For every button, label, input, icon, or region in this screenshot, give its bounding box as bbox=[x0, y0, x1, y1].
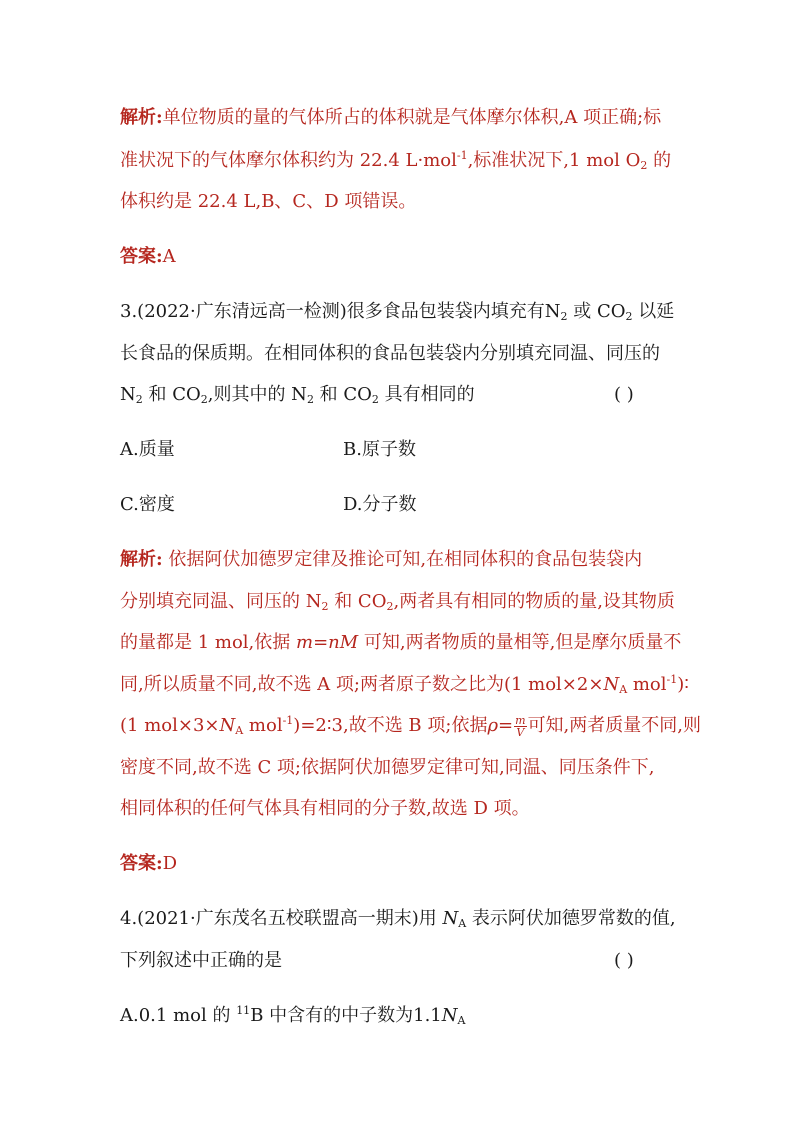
answer-value: A bbox=[162, 246, 176, 267]
avogadro-symbol: N bbox=[603, 674, 620, 695]
question-text: 具有相同的 bbox=[378, 384, 475, 405]
analysis-2-line-3 bbox=[120, 631, 681, 655]
question-text: 表示阿伏加德罗常数的值, bbox=[466, 908, 676, 929]
analysis-text: mol bbox=[627, 674, 667, 695]
analysis-2-line-7 bbox=[120, 797, 530, 821]
analysis-text: ,标准状况下,1 mol O bbox=[467, 150, 641, 171]
option-d: D.分子数 bbox=[343, 494, 417, 515]
question-3-line-2 bbox=[120, 342, 660, 366]
fraction bbox=[514, 715, 526, 738]
question-text: 4.(2021·广东茂名五校联盟高一期末)用 bbox=[120, 908, 443, 929]
option-text: A.0.1 mol 的 bbox=[120, 1005, 237, 1026]
question-text: ,则其中的 N bbox=[207, 384, 307, 405]
analysis-text: 的 bbox=[647, 150, 672, 171]
question-text: 长食品的保质期。在相同体积的食品包装袋内分别填充同温、同压的 bbox=[120, 343, 660, 364]
fraction-numerator: m bbox=[515, 713, 526, 727]
question-3-line-3 bbox=[120, 383, 680, 407]
analysis-text: 密度不同,故不选 C 项;依据阿伏加德罗定律可知,同温、同压条件下, bbox=[120, 757, 655, 778]
analysis-2-line-1 bbox=[120, 548, 642, 572]
superscript: 11 bbox=[236, 1004, 251, 1017]
analysis-label: 解析: bbox=[120, 107, 163, 128]
question-4-line-1 bbox=[120, 907, 676, 931]
question-text: 或 CO bbox=[567, 301, 626, 322]
analysis-text: 和 CO bbox=[328, 591, 387, 612]
analysis-text: 单位物质的量的气体所占的体积就是气体摩尔体积,A 项正确;标 bbox=[162, 107, 662, 128]
option-c: C.密度 bbox=[120, 494, 175, 515]
analysis-text: 准状况下的气体摩尔体积约为 22.4 L·mol bbox=[120, 150, 457, 171]
analysis-text: 可知,两者质量不同,则 bbox=[527, 715, 702, 736]
question-4-line-2 bbox=[120, 949, 282, 973]
superscript: -1 bbox=[282, 714, 294, 727]
question-text: 以延 bbox=[632, 301, 675, 322]
superscript: -1 bbox=[456, 149, 468, 162]
analysis-text: 分别填充同温、同压的 N bbox=[120, 591, 322, 612]
subscript: A bbox=[619, 683, 628, 696]
answer-2 bbox=[120, 852, 177, 876]
question-text: N bbox=[120, 384, 136, 405]
question-text: 下列叙述中正确的是 bbox=[120, 950, 282, 971]
question-text: 3.(2022·广东清远高一检测)很多食品包装袋内填充有N bbox=[120, 301, 561, 322]
option-b: B.原子数 bbox=[343, 439, 416, 460]
subscript: 2 bbox=[321, 600, 329, 613]
subscript: 2 bbox=[386, 600, 394, 613]
analysis-text: 体积约是 22.4 L,B、C、D 项错误。 bbox=[120, 191, 417, 212]
analysis-text: 可知,两者物质的量相等,但是摩尔质量不 bbox=[358, 632, 682, 653]
analysis-2-line-4 bbox=[120, 673, 689, 697]
analysis-2-line-6 bbox=[120, 756, 654, 780]
subscript: A bbox=[457, 1014, 466, 1027]
subscript: A bbox=[458, 917, 467, 930]
analysis-text: 的量都是 1 mol,依据 bbox=[120, 632, 297, 653]
analysis-2-line-5 bbox=[120, 714, 701, 738]
option-text: B 中含有的中子数为1.1 bbox=[250, 1005, 442, 1026]
subscript: A bbox=[235, 724, 244, 737]
density-formula: ρ= bbox=[487, 715, 514, 736]
subscript: 2 bbox=[306, 393, 314, 406]
answer-label: 答案: bbox=[120, 246, 163, 267]
analysis-1-line-1 bbox=[120, 106, 661, 130]
analysis-1-line-2 bbox=[120, 149, 671, 173]
subscript: 2 bbox=[371, 393, 379, 406]
analysis-2-line-2 bbox=[120, 590, 675, 614]
superscript: -1 bbox=[666, 673, 678, 686]
avogadro-symbol: N bbox=[219, 715, 236, 736]
option-a bbox=[120, 1004, 465, 1028]
analysis-label: 解析: bbox=[120, 549, 163, 570]
question-3-line-1 bbox=[120, 300, 674, 324]
analysis-text: )=2∶3,故不选 B 项;依据 bbox=[293, 715, 488, 736]
option-a: A.质量 bbox=[120, 439, 175, 460]
analysis-text: ,两者具有相同的物质的量,设其物质 bbox=[393, 591, 675, 612]
analysis-text: 依据阿伏加德罗定律及推论可知,在相同体积的食品包装袋内 bbox=[162, 549, 643, 570]
analysis-1-line-3 bbox=[120, 190, 416, 214]
subscript: 2 bbox=[560, 310, 568, 323]
analysis-text: mol bbox=[243, 715, 283, 736]
analysis-text: (1 mol×3× bbox=[120, 715, 220, 736]
question-text: 和 CO bbox=[313, 384, 372, 405]
analysis-text: )∶ bbox=[677, 674, 689, 695]
question-text: 和 CO bbox=[142, 384, 201, 405]
answer-1 bbox=[120, 245, 176, 269]
avogadro-symbol: N bbox=[441, 1005, 458, 1026]
analysis-text: 同,所以质量不同,故不选 A 项;两者原子数之比为(1 mol×2× bbox=[120, 674, 604, 695]
avogadro-symbol: N bbox=[442, 908, 459, 929]
answer-label: 答案: bbox=[120, 853, 163, 874]
fraction-denominator: V bbox=[516, 725, 525, 739]
subscript: 2 bbox=[135, 393, 143, 406]
answer-blank: ( ) bbox=[614, 950, 634, 971]
subscript: 2 bbox=[200, 393, 208, 406]
subscript: 2 bbox=[625, 310, 633, 323]
subscript: 2 bbox=[640, 159, 648, 172]
analysis-text: 相同体积的任何气体具有相同的分子数,故选 D 项。 bbox=[120, 798, 530, 819]
formula: m=nM bbox=[296, 632, 359, 653]
answer-value: D bbox=[162, 853, 178, 874]
answer-blank: ( ) bbox=[614, 384, 634, 405]
